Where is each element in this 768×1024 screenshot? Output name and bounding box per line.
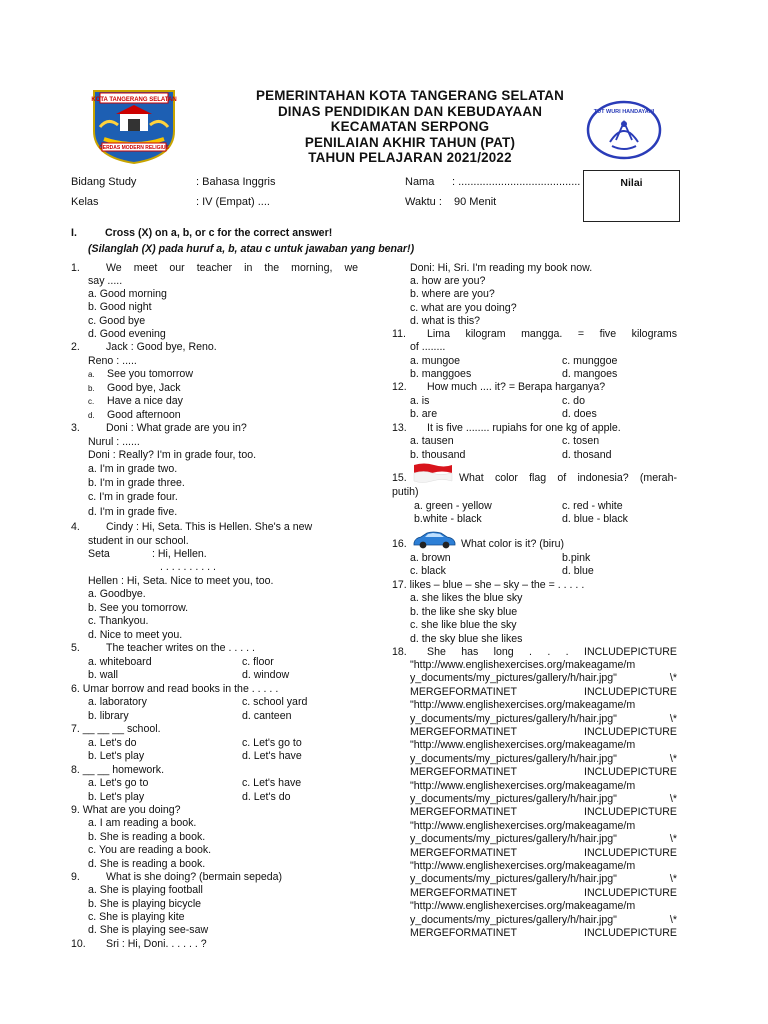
q3-option-c[interactable]: c. I'm in grade four. <box>88 491 178 503</box>
q12-number: 12. <box>392 381 407 393</box>
q1-option-a[interactable]: a. Good morning <box>88 288 167 300</box>
q4-blank: . . . . . . . . . . <box>160 561 216 573</box>
field-code-merge: MERGEFORMATINET INCLUDEPICTURE <box>410 686 677 698</box>
q10-option-c[interactable]: c. what are you doing? <box>410 302 517 314</box>
q13-option-b[interactable]: b. thousand <box>410 449 466 461</box>
q6-option-d[interactable]: d. canteen <box>242 710 292 722</box>
waktu-label: Waktu : <box>405 196 442 208</box>
q11-option-c[interactable]: c. munggoe <box>562 355 618 367</box>
section-title: Cross (X) on a, b, or c for the correct answer! <box>105 227 333 239</box>
field-code-path: y_documents/my_pictures/gallery/h/hair.jpg" \* <box>410 833 677 845</box>
q1-option-d[interactable]: d. Good evening <box>88 328 166 340</box>
q7-text: 7. __ __ __ school. <box>71 723 161 735</box>
q1-number: 1. <box>71 262 80 274</box>
field-code-url: "http://www.englishexercises.org/makeagame/m <box>410 699 636 711</box>
nilai-box[interactable] <box>583 170 680 222</box>
waktu-value: 90 Menit <box>454 196 497 208</box>
q1-option-b[interactable]: b. Good night <box>88 301 152 313</box>
q8-option-d[interactable]: d. Let's do <box>242 791 291 803</box>
header-line-2: DINAS PENDIDIKAN DAN KEBUDAYAAN <box>277 103 543 119</box>
q15-text-cont: putih) <box>392 486 419 498</box>
field-code-url: "http://www.englishexercises.org/makeagame/m <box>410 820 636 832</box>
q15-number: 15. <box>392 472 407 484</box>
q11-text-cont: of ........ <box>410 341 446 353</box>
q15-option-c[interactable]: c. red - white <box>562 500 623 512</box>
q6-option-c[interactable]: c. school yard <box>242 696 308 708</box>
q5-option-b[interactable]: b. wall <box>88 669 119 681</box>
q15-option-b[interactable]: b.white - black <box>414 513 482 525</box>
q9-option-d[interactable]: d. She is reading a book. <box>88 858 206 870</box>
q4-option-b[interactable]: b. See you tomorrow. <box>88 602 189 614</box>
q10-option-b[interactable]: b. where are you? <box>410 288 495 300</box>
nama-label: Nama <box>405 176 435 188</box>
q2-text: Jack : Good bye, Reno. <box>106 341 217 353</box>
q2-letter-c: c. <box>88 397 95 406</box>
q9b-number: 9. <box>71 871 80 883</box>
q12-option-a[interactable]: a. is <box>410 395 430 407</box>
q9-text: 9. What are you doing? <box>71 804 181 816</box>
q9b-text: What is she doing? (bermain sepeda) <box>106 871 283 883</box>
q1-text: We meet our teacher in the morning, we <box>106 262 358 274</box>
q10-number: 10. <box>71 938 86 950</box>
field-code-url: "http://www.englishexercises.org/makeagame/m <box>410 900 636 912</box>
q3-text: Doni : What grade are you in? <box>106 422 247 434</box>
logo-right-text: TUT WURI HANDAYANI <box>593 109 655 115</box>
q9b-option-b[interactable]: b. She is playing bicycle <box>88 898 202 910</box>
header-line-4: PENILAIAN AKHIR TAHUN (PAT) <box>304 134 516 150</box>
q1-option-c[interactable]: c. Good bye <box>88 315 146 327</box>
header-line-5: TAHUN PELAJARAN 2021/2022 <box>308 150 512 165</box>
nama-field[interactable]: : ........................................ <box>452 176 581 188</box>
header-line-3: KECAMATAN SERPONG <box>330 119 490 134</box>
q16-option-a[interactable]: a. brown <box>410 552 451 564</box>
field-code-merge: MERGEFORMATINET INCLUDEPICTURE <box>410 726 677 738</box>
q4-option-c[interactable]: c. Thankyou. <box>88 615 149 627</box>
q4-speaker-seta: Seta <box>88 548 110 560</box>
q18-text: She has long . . . INCLUDEPICTURE <box>427 646 677 658</box>
q11-option-d[interactable]: d. mangoes <box>562 368 618 380</box>
q9-option-c[interactable]: c. You are reading a book. <box>88 844 212 856</box>
header-line-1: PEMERINTAHAN KOTA TANGERANG SELATAN <box>255 88 565 103</box>
q2-letter-a: a. <box>88 370 95 379</box>
nilai-label: Nilai <box>620 177 643 189</box>
q5-number: 5. <box>71 642 80 654</box>
q4-number: 4. <box>71 521 80 533</box>
q17-text: 17. likes – blue – she – sky – the = . . . . . <box>392 579 585 591</box>
q16-option-b[interactable]: b.pink <box>562 552 591 564</box>
q17-option-d[interactable]: d. the sky blue she likes <box>410 633 523 645</box>
field-code-url: "http://www.englishexercises.org/makeagame/m <box>410 739 636 751</box>
q6-option-a[interactable]: a. laboratory <box>88 696 147 708</box>
q2-text-cont: Reno : ..... <box>88 355 137 367</box>
bidang-value: : Bahasa Inggris <box>196 176 276 188</box>
field-code-path: y_documents/my_pictures/gallery/h/hair.jpg" \* <box>410 793 677 805</box>
field-code-merge: MERGEFORMATINET INCLUDEPICTURE <box>410 927 677 939</box>
q16-text: What color is it? (biru) <box>461 538 565 550</box>
q10-option-a[interactable]: a. how are you? <box>410 275 486 287</box>
q2-letter-d: d. <box>88 411 95 420</box>
field-code-path: y_documents/my_pictures/gallery/h/hair.jpg" \* <box>410 713 677 725</box>
section-subtitle: (Silanglah (X) pada huruf a, b, atau c untuk jawaban yang benar!) <box>88 243 415 255</box>
q12-option-b[interactable]: b. are <box>410 408 438 420</box>
q3-text-cont2: Doni : Really? I'm in grade four, too. <box>88 449 257 461</box>
q5-option-d[interactable]: d. window <box>242 669 290 681</box>
kelas-label: Kelas <box>71 196 99 208</box>
q3-text-cont: Nurul : ...... <box>88 436 140 448</box>
q1-text-cont: say ..... <box>88 275 123 287</box>
q17-option-b[interactable]: b. the like she sky blue <box>410 606 518 618</box>
q4-text: Cindy : Hi, Seta. This is Hellen. She's a new <box>106 521 313 533</box>
q9-option-b[interactable]: b. She is reading a book. <box>88 831 206 843</box>
q9b-option-a[interactable]: a. She is playing football <box>88 884 203 896</box>
q13-option-a[interactable]: a. tausen <box>410 435 454 447</box>
q9b-option-d[interactable]: d. She is playing see-saw <box>88 924 209 936</box>
q15-text: What color flag of indonesia? (merah- <box>459 472 677 484</box>
q6-option-b[interactable]: b. library <box>88 710 129 722</box>
logo-left-top-text: KOTA TANGERANG SELATAN <box>91 97 177 103</box>
q7-option-d[interactable]: d. Let's have <box>242 750 302 762</box>
q7-option-a[interactable]: a. Let's do <box>88 737 137 749</box>
q3-number: 3. <box>71 422 80 434</box>
q10-text-cont: Doni: Hi, Sri. I'm reading my book now. <box>410 262 593 274</box>
q17-option-c[interactable]: c. she like blue the sky <box>410 619 517 631</box>
q7-option-b[interactable]: b. Let's play <box>88 750 145 762</box>
q2-letter-b: b. <box>88 384 95 393</box>
q3-option-a[interactable]: a. I'm in grade two. <box>88 463 178 475</box>
q4-option-d[interactable]: d. Nice to meet you. <box>88 629 183 641</box>
q16-option-d[interactable]: d. blue <box>562 565 594 577</box>
q13-text: It is five ........ rupiahs for one kg of apple. <box>427 422 621 434</box>
q11-option-b[interactable]: b. manggoes <box>410 368 472 380</box>
section-number: I. <box>71 227 77 239</box>
q17-option-a[interactable]: a. she likes the blue sky <box>410 592 523 604</box>
q9b-option-c[interactable]: c. She is playing kite <box>88 911 185 923</box>
q18-number: 18. <box>392 646 407 658</box>
q10-option-d[interactable]: d. what is this? <box>410 315 481 327</box>
q12-option-c[interactable]: c. do <box>562 395 585 407</box>
bidang-label: Bidang Study <box>71 176 137 188</box>
q2-option-a[interactable]: See you tomorrow <box>107 368 193 380</box>
field-code-url: "http://www.englishexercises.org/makeagame/m <box>410 659 636 671</box>
field-code-url: "http://www.englishexercises.org/makeagame/m <box>410 780 636 792</box>
q8-option-c[interactable]: c. Let's have <box>242 777 302 789</box>
q13-number: 13. <box>392 422 407 434</box>
q16-number: 16. <box>392 538 407 550</box>
q11-option-a[interactable]: a. mungoe <box>410 355 461 367</box>
field-code-url: "http://www.englishexercises.org/makeagame/m <box>410 860 636 872</box>
q15-option-a[interactable]: a. green - yellow <box>414 500 492 512</box>
q11-number: 11. <box>392 328 406 340</box>
q11-text: Lima kilogram mangga. = five kilograms <box>427 328 677 340</box>
blue-car-icon <box>411 529 457 551</box>
q15-option-d[interactable]: d. blue - black <box>562 513 628 525</box>
field-code-path: y_documents/my_pictures/gallery/h/hair.jpg" \* <box>410 873 677 885</box>
q16-option-c[interactable]: c. black <box>410 565 446 577</box>
document-header <box>160 88 660 166</box>
field-code-merge: MERGEFORMATINET INCLUDEPICTURE <box>410 847 677 859</box>
q2-number: 2. <box>71 341 80 353</box>
q4-text-cont: student in our school. <box>88 535 189 547</box>
field-code-path: y_documents/my_pictures/gallery/h/hair.jpg" \* <box>410 914 677 926</box>
q4-option-a[interactable]: a. Goodbye. <box>88 588 146 600</box>
kelas-value: : IV (Empat) .... <box>196 196 270 208</box>
field-code-path: y_documents/my_pictures/gallery/h/hair.jpg" \* <box>410 672 677 684</box>
q7-option-c[interactable]: c. Let's go to <box>242 737 302 749</box>
q3-option-b[interactable]: b. I'm in grade three. <box>88 477 185 489</box>
q8-option-b[interactable]: b. Let's play <box>88 791 145 803</box>
q2-option-d[interactable]: Good afternoon <box>107 409 181 421</box>
q10-text: Sri : Hi, Doni. . . . . . ? <box>106 938 207 950</box>
field-code-merge: MERGEFORMATINET INCLUDEPICTURE <box>410 806 677 818</box>
q6-text: 6. Umar borrow and read books in the . . . . . <box>71 683 279 695</box>
field-code-merge: MERGEFORMATINET INCLUDEPICTURE <box>410 766 677 778</box>
q8-text: 8. __ __ homework. <box>71 764 165 776</box>
q13-option-d[interactable]: d. thosand <box>562 449 612 461</box>
q3-option-d[interactable]: d. I'm in grade five. <box>88 506 178 518</box>
logo-left-bottom-text: CERDAS MODERN RELIGIUS <box>99 145 169 151</box>
q12-text: How much .... it? = Berapa harganya? <box>427 381 606 393</box>
q4-seta-line: : Hi, Hellen. <box>152 548 207 560</box>
q2-option-b[interactable]: Good bye, Jack <box>107 382 181 394</box>
q5-text: The teacher writes on the . . . . . <box>106 642 255 654</box>
q5-option-a[interactable]: a. whiteboard <box>88 656 152 668</box>
q2-option-c[interactable]: Have a nice day <box>107 395 183 407</box>
q12-option-d[interactable]: d. does <box>562 408 597 420</box>
q13-option-c[interactable]: c. tosen <box>562 435 600 447</box>
q8-option-a[interactable]: a. Let's go to <box>88 777 149 789</box>
q5-option-c[interactable]: c. floor <box>242 656 274 668</box>
indonesia-flag-icon <box>412 462 454 484</box>
field-code-path: y_documents/my_pictures/gallery/h/hair.jpg" \* <box>410 753 677 765</box>
field-code-merge: MERGEFORMATINET INCLUDEPICTURE <box>410 887 677 899</box>
q4-hellen-line: Hellen : Hi, Seta. Nice to meet you, too. <box>88 575 274 587</box>
q9-option-a[interactable]: a. I am reading a book. <box>88 817 197 829</box>
